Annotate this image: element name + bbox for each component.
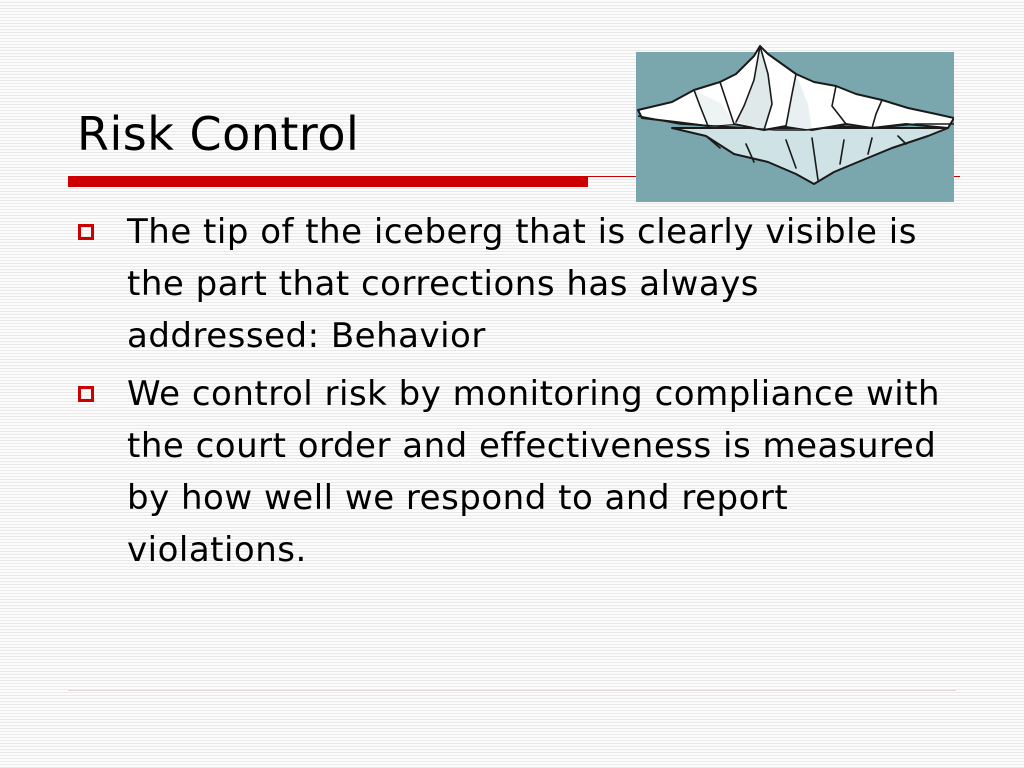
iceberg-icon	[636, 44, 954, 202]
iceberg-image	[636, 44, 954, 202]
title-underline-thick	[68, 176, 588, 187]
list-item	[78, 206, 958, 362]
footer-divider	[68, 690, 956, 691]
square-bullet-icon	[78, 224, 94, 240]
slide-title: Risk Control	[77, 107, 360, 161]
bullet-text: We control risk by monitoring compliance with the court order and effectiveness is measured by how well we respond to and report violations.	[127, 374, 941, 570]
bullet-list	[78, 206, 958, 582]
bullet-text: The tip of the iceberg that is clearly visible is the part that corrections has always addressed: Behavior	[127, 212, 917, 356]
list-item	[78, 368, 958, 576]
square-bullet-icon	[78, 386, 94, 402]
